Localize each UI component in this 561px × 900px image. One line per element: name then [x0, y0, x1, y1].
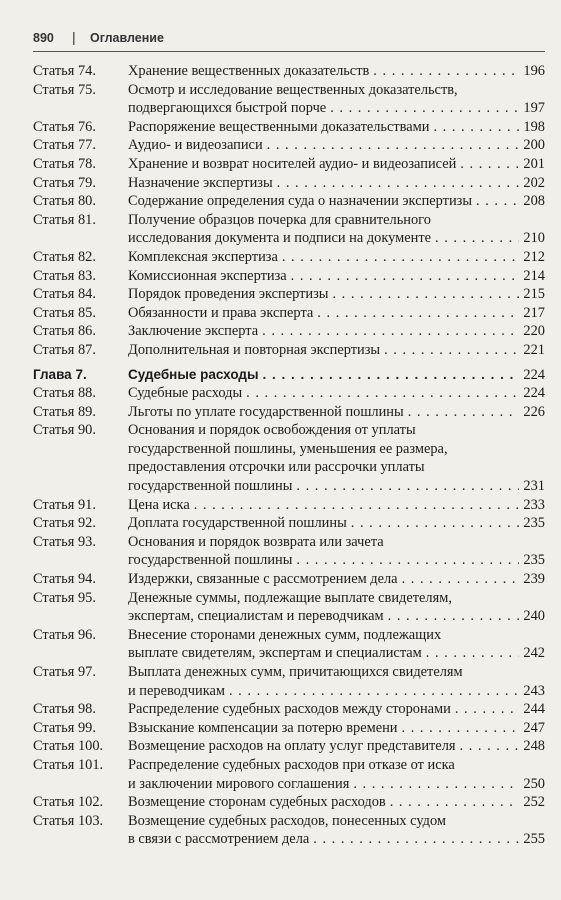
toc-entry	[33, 570, 545, 589]
entry-number: Статья 78.	[33, 155, 96, 172]
entry-number: Статья 95.	[33, 589, 96, 606]
entry-title-text: государственной пошлины	[128, 478, 293, 495]
entry-title	[128, 812, 545, 849]
entry-number: Статья 86.	[33, 323, 96, 340]
entry-number: Статья 93.	[33, 533, 96, 550]
entry-title-text: Порядок проведения экспертизы	[128, 286, 329, 303]
page-ref: 200	[523, 137, 545, 154]
page-ref: 250	[523, 775, 545, 792]
leader-dots	[476, 192, 519, 211]
page-ref: 255	[523, 831, 545, 848]
toc-entry	[33, 118, 545, 137]
leader-dots	[296, 477, 519, 496]
page-ref: 244	[523, 701, 545, 718]
leader-dots	[262, 322, 519, 341]
entry-number: Статья 102.	[33, 794, 104, 811]
page-ref: 240	[523, 608, 545, 625]
entry-title-text: Заключение эксперта	[128, 323, 259, 340]
page-ref: 221	[523, 341, 545, 358]
entry-title-line	[128, 304, 545, 323]
entry-title-line	[128, 366, 545, 385]
toc-entry	[33, 514, 545, 533]
entry-title-line	[128, 384, 545, 403]
entry-title	[128, 81, 545, 118]
entry-number: Статья 87.	[33, 341, 96, 358]
entry-title-text: Судебные расходы	[128, 366, 259, 382]
leader-dots	[291, 267, 520, 286]
table-of-contents	[33, 62, 545, 849]
entry-title-text: Комплексная экспертиза	[128, 248, 278, 265]
entry-title	[128, 136, 545, 155]
entry-title-line	[128, 229, 545, 248]
entry-title	[128, 756, 545, 793]
entry-title-text: Взыскание компенсации за потерю времени	[128, 719, 398, 736]
leader-dots	[390, 793, 520, 812]
entry-title	[128, 267, 545, 286]
entry-title-line: Основания и порядок освобождения от уплаты	[128, 422, 416, 439]
entry-title	[128, 192, 545, 211]
entry-title-line	[128, 403, 545, 422]
entry-title	[128, 719, 545, 738]
entry-title-line	[128, 644, 545, 663]
running-title: Оглавление	[90, 31, 164, 45]
page-ref: 210	[523, 230, 545, 247]
entry-title	[128, 421, 545, 495]
entry-title-line: Основания и порядок возврата или зачета	[128, 533, 384, 550]
leader-dots	[313, 830, 519, 849]
toc-entry	[33, 267, 545, 286]
entry-title	[128, 737, 545, 756]
entry-title-text: Льготы по уплате государственной пошлины	[128, 403, 404, 420]
entry-title-text: и переводчикам	[128, 682, 225, 699]
toc-entry	[33, 737, 545, 756]
toc-entry	[33, 384, 545, 403]
entry-title-line	[128, 514, 545, 533]
leader-dots	[332, 285, 519, 304]
entry-number: Статья 100.	[33, 738, 104, 755]
entry-title	[128, 700, 545, 719]
entry-title-line: Осмотр и исследование вещественных доказательств,	[128, 81, 458, 98]
entry-title	[128, 285, 545, 304]
entry-title-line: Внесение сторонами денежных сумм, подлежащих	[128, 626, 442, 643]
toc-entry	[33, 403, 545, 422]
entry-title-line	[128, 551, 545, 570]
leader-dots	[433, 118, 519, 137]
entry-title-text: государственной пошлины	[128, 552, 293, 569]
entry-title-line	[128, 607, 545, 626]
toc-entry	[33, 496, 545, 515]
toc-entry	[33, 174, 545, 193]
entry-number: Статья 80.	[33, 193, 96, 210]
leader-dots	[384, 341, 519, 360]
entry-title-text: Комиссионная экспертиза	[128, 267, 287, 284]
toc-entry	[33, 626, 545, 663]
entry-title-text: и заключении мирового соглашения	[128, 775, 350, 792]
leader-dots	[263, 366, 520, 385]
entry-title-text: экспертам, специалистам и переводчикам	[128, 608, 384, 625]
page-ref: 231	[523, 478, 545, 495]
entry-title-line	[128, 570, 545, 589]
entry-title	[128, 663, 545, 700]
entry-number: Статья 97.	[33, 664, 96, 680]
leader-dots	[388, 607, 520, 626]
entry-title	[128, 118, 545, 137]
entry-title-line: предоставления отсрочки или рассрочки уплаты	[128, 459, 425, 476]
toc-entry	[33, 136, 545, 155]
leader-dots	[460, 155, 519, 174]
leader-dots	[402, 570, 520, 589]
header-rule	[33, 51, 545, 52]
entry-title-line	[128, 192, 545, 211]
header-separator: |	[72, 29, 76, 45]
entry-title-text: Цена иска	[128, 496, 190, 513]
entry-title-line	[128, 136, 545, 155]
toc-entry	[33, 421, 545, 495]
toc-entry	[33, 756, 545, 793]
entry-title-line: Возмещение судебных расходов, понесенных судом	[128, 812, 447, 829]
page-ref: 226	[523, 403, 545, 420]
entry-title-line: Получение образцов почерка для сравнительного	[128, 211, 431, 228]
leader-dots	[402, 719, 520, 738]
toc-entry	[33, 81, 545, 118]
entry-title-line	[128, 285, 545, 304]
entry-title-text: Возмещение сторонам судебных расходов	[128, 794, 386, 811]
entry-title-text: Издержки, связанные с рассмотрением дела	[128, 571, 398, 588]
entry-title-text: Распоряжение вещественными доказательствами	[128, 118, 430, 135]
leader-dots	[408, 403, 520, 422]
entry-title-line	[128, 248, 545, 267]
toc-entry	[33, 533, 545, 570]
entry-title	[128, 341, 545, 360]
entry-title	[128, 589, 545, 626]
toc-entry	[33, 62, 545, 81]
entry-title-text: Содержание определения суда о назначении экспертизы	[128, 193, 473, 210]
toc-entry	[33, 192, 545, 211]
leader-dots	[455, 700, 520, 719]
entry-title-text: Доплата государственной пошлины	[128, 515, 347, 532]
entry-number: Статья 83.	[33, 267, 96, 284]
entry-title-text: в связи с рассмотрением дела	[128, 831, 310, 848]
entry-title	[128, 211, 545, 248]
entry-title-line: государственной пошлины, уменьшения ее размера,	[128, 440, 448, 457]
entry-title	[128, 174, 545, 193]
page-ref: 201	[523, 155, 545, 172]
entry-number: Статья 90.	[33, 422, 96, 439]
page-ref: 242	[523, 645, 545, 662]
entry-title-line	[128, 719, 545, 738]
entry-number: Статья 84.	[33, 286, 96, 303]
entry-title	[128, 626, 545, 663]
entry-title-line	[128, 174, 545, 193]
leader-dots	[426, 644, 520, 663]
leader-dots	[296, 551, 519, 570]
leader-dots	[373, 62, 519, 81]
toc-entry	[33, 700, 545, 719]
entry-number: Статья 74.	[33, 63, 96, 79]
page-ref: 224	[523, 385, 545, 402]
entry-title	[128, 322, 545, 341]
entry-title-line	[128, 341, 545, 360]
leader-dots	[194, 496, 520, 515]
entry-title	[128, 793, 545, 812]
leader-dots	[435, 229, 519, 248]
toc-chapter	[33, 366, 545, 385]
entry-title-line	[128, 155, 545, 174]
leader-dots	[460, 737, 520, 756]
leader-dots	[351, 514, 520, 533]
entry-title-line	[128, 737, 545, 756]
entry-title-text: Судебные расходы	[128, 385, 243, 402]
entry-number: Статья 89.	[33, 403, 96, 420]
entry-title-text: Дополнительная и повторная экспертизы	[128, 341, 381, 358]
page-header	[33, 29, 545, 53]
entry-number: Статья 98.	[33, 701, 96, 718]
toc-entry	[33, 211, 545, 248]
entry-title-line	[128, 267, 545, 286]
entry-title-line: Распределение судебных расходов при отказе от иска	[128, 756, 455, 773]
entry-number: Статья 88.	[33, 385, 96, 402]
entry-number: Статья 82.	[33, 248, 96, 265]
page-ref: 233	[523, 496, 545, 513]
page-ref: 235	[523, 552, 545, 569]
entry-title	[128, 155, 545, 174]
entry-number: Глава 7.	[33, 366, 87, 382]
entry-title-text: подвергающихся быстрой порче	[128, 100, 327, 117]
entry-title-line: Выплата денежных сумм, причитающихся свидетелям	[128, 664, 463, 680]
toc-entry	[33, 248, 545, 267]
entry-title-text: Возмещение расходов на оплату услуг представителя	[128, 738, 456, 755]
entry-title-text: Распределение судебных расходов между сторонами	[128, 701, 451, 718]
page-ref: 243	[523, 682, 545, 699]
toc-entry	[33, 285, 545, 304]
entry-number: Статья 94.	[33, 571, 96, 588]
entry-number: Статья 101.	[33, 756, 104, 773]
entry-title-line	[128, 700, 545, 719]
page-ref: 235	[523, 515, 545, 532]
entry-number: Статья 103.	[33, 812, 104, 829]
entry-title-line: Денежные суммы, подлежащие выплате свидетелям,	[128, 589, 452, 606]
toc-entry	[33, 793, 545, 812]
entry-number: Статья 77.	[33, 137, 96, 154]
entry-number: Статья 91.	[33, 496, 96, 513]
entry-title-line	[128, 830, 545, 849]
entry-title-line	[128, 62, 545, 81]
toc-entry	[33, 812, 545, 849]
page-ref: 197	[523, 100, 545, 117]
page-ref: 208	[523, 193, 545, 210]
entry-title-line	[128, 496, 545, 515]
leader-dots	[246, 384, 519, 403]
leader-dots	[229, 682, 519, 701]
entry-title-line	[128, 775, 545, 794]
toc-entry	[33, 155, 545, 174]
page-ref: 248	[523, 738, 545, 755]
entry-number: Статья 96.	[33, 626, 96, 643]
entry-title	[128, 496, 545, 515]
entry-title-text: Хранение и возврат носителей аудио- и видеозаписей	[128, 155, 457, 172]
entry-title	[128, 384, 545, 403]
page-ref: 217	[523, 304, 545, 321]
entry-title-text: Обязанности и права эксперта	[128, 304, 314, 321]
page-ref: 212	[523, 248, 545, 265]
entry-number: Статья 79.	[33, 174, 96, 191]
entry-title-line	[128, 322, 545, 341]
toc-entry	[33, 663, 545, 700]
entry-title	[128, 514, 545, 533]
entry-title	[128, 366, 545, 385]
leader-dots	[317, 304, 519, 323]
page-ref: 214	[523, 267, 545, 284]
page-ref: 224	[523, 366, 545, 383]
entry-title	[128, 533, 545, 570]
entry-title	[128, 304, 545, 323]
entry-title-text: Хранение вещественных доказательств	[128, 63, 370, 79]
leader-dots	[282, 248, 520, 267]
page-ref: 239	[523, 571, 545, 588]
toc-entry	[33, 304, 545, 323]
toc-entry	[33, 719, 545, 738]
leader-dots	[277, 174, 520, 193]
entry-number: Статья 99.	[33, 719, 96, 736]
page-number: 890	[33, 31, 54, 45]
entry-title	[128, 248, 545, 267]
page-ref: 220	[523, 323, 545, 340]
entry-title	[128, 62, 545, 81]
entry-title-text: Аудио- и видеозаписи	[128, 137, 263, 154]
entry-title-line	[128, 99, 545, 118]
page-ref: 196	[523, 63, 545, 79]
entry-title	[128, 403, 545, 422]
toc-entry	[33, 589, 545, 626]
entry-number: Статья 75.	[33, 81, 96, 98]
entry-title-line	[128, 477, 545, 496]
entry-number: Статья 76.	[33, 118, 96, 135]
leader-dots	[330, 99, 519, 118]
entry-number: Статья 85.	[33, 304, 96, 321]
entry-title-line	[128, 118, 545, 137]
leader-dots	[353, 775, 519, 794]
page-ref: 215	[523, 286, 545, 303]
entry-title	[128, 570, 545, 589]
entry-number: Статья 81.	[33, 211, 96, 228]
entry-title-line	[128, 793, 545, 812]
entry-title-line	[128, 682, 545, 701]
leader-dots	[267, 136, 520, 155]
toc-entry	[33, 322, 545, 341]
page-ref: 198	[523, 118, 545, 135]
entry-title-text: выплате свидетелям, экспертам и специалистам	[128, 645, 422, 662]
entry-title-text: Назначение экспертизы	[128, 174, 273, 191]
page-ref: 247	[523, 719, 545, 736]
page-ref: 202	[523, 174, 545, 191]
page-ref: 252	[523, 794, 545, 811]
toc-entry	[33, 341, 545, 360]
entry-title-text: исследования документа и подписи на документе	[128, 230, 431, 247]
entry-number: Статья 92.	[33, 515, 96, 532]
